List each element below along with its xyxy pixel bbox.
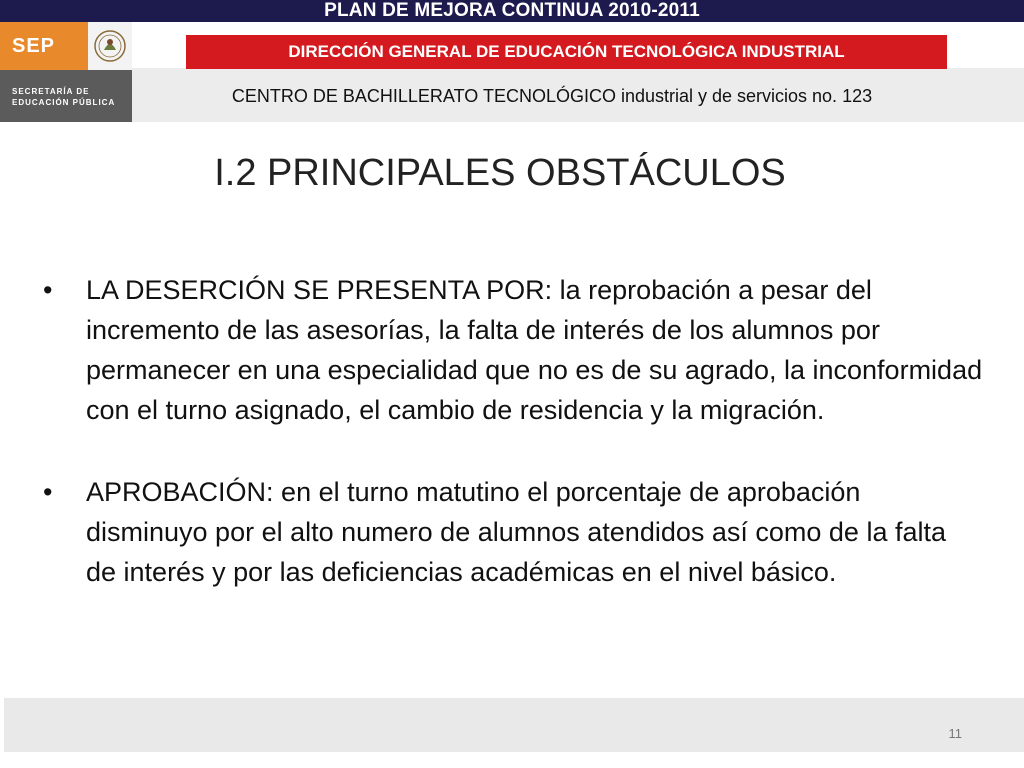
bullet-item xyxy=(43,472,983,592)
bullet-text: : en el turno matutino el porcentaje de aprobación disminuyo por el alto numero de alumnos atendidos así como de la falta de interés y por las deficiencias académicas en el nivel básico. xyxy=(86,477,946,587)
bullet-text: : la reprobación a pesar del incremento de las asesorías, la falta de interés de los alumnos por permanecer en una especialidad que no es de su agrado, la inconformidad con el turno asignado, el cambio de residencia y la migración. xyxy=(86,275,983,425)
mexican-seal-icon xyxy=(88,22,132,70)
bullet-lead: LA DESERCIÓN SE PRESENTA POR xyxy=(86,275,545,305)
bullet-dot-icon: • xyxy=(43,275,53,305)
direccion-text: DIRECCIÓN GENERAL DE EDUCACIÓN TECNOLÓGICA INDUSTRIAL xyxy=(288,42,845,61)
plan-title: PLAN DE MEJORA CONTINUA 2010-2011 xyxy=(324,0,700,21)
sep-logo-orange xyxy=(0,22,88,70)
top-banner xyxy=(0,0,1024,22)
sep-logo xyxy=(0,22,132,122)
slide-title: I.2 PRINCIPALES OBSTÁCULOS xyxy=(214,152,786,194)
school-name: CENTRO DE BACHILLERATO TECNOLÓGICO industrial y de servicios no. 123 xyxy=(231,86,873,106)
bullet-item xyxy=(43,270,983,430)
bullet-list xyxy=(43,270,983,634)
direccion-banner xyxy=(186,35,947,69)
footer-band xyxy=(4,698,1024,752)
bullet-dot-icon: • xyxy=(43,477,53,507)
page-number: 11 xyxy=(948,726,962,741)
sep-logo-subtitle: SECRETARÍA DE EDUCACIÓN PÚBLICA xyxy=(12,87,116,107)
bullet-lead: APROBACIÓN xyxy=(86,477,267,507)
sep-logo-text: SEP xyxy=(12,35,56,57)
